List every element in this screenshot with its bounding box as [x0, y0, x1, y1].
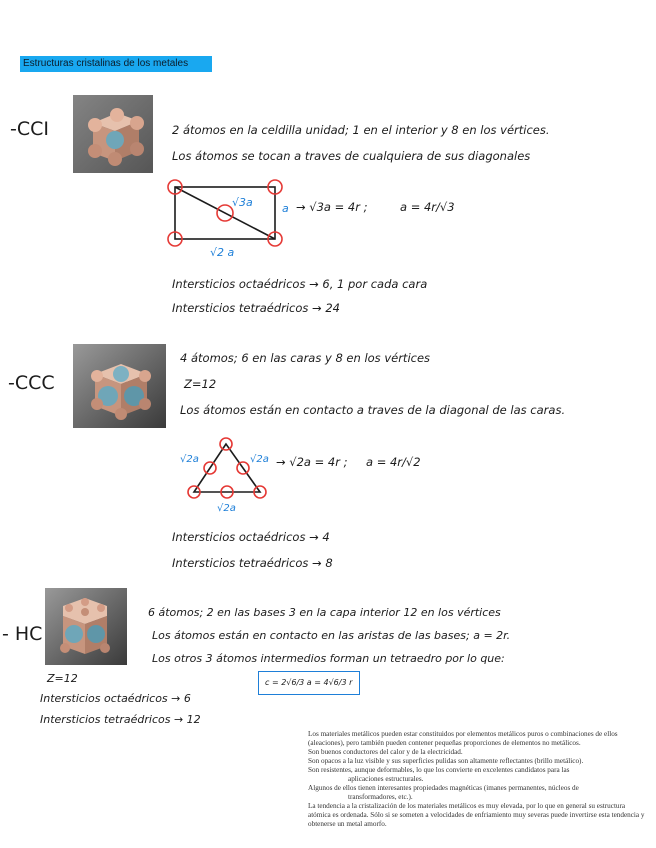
- cci-equation-a: a = 4r/√3: [400, 200, 455, 214]
- page-title: Estructuras cristalinas de los metales: [20, 56, 212, 72]
- cci-description-1: 2 átomos en la celdilla unidad; 1 en el interior y 8 en los vértices.: [172, 123, 550, 137]
- ccc-tetrahedral: Intersticios tetraédricos → 8: [172, 556, 333, 570]
- note-line: Son buenos conductores del calor y de la electricidad.: [308, 748, 463, 756]
- note-line: transformadores, etc.).: [348, 793, 413, 801]
- metal-properties-notes: [308, 730, 648, 829]
- ccc-coordination: Z=12: [184, 377, 217, 391]
- note-line: La tendencia a la cristalización de los materiales metálicos es muy elevada, por lo que en general su estructura atómica es ordenada. Sólo si se someten a velocidades de enfriamiento muy severas puede invertirse esta tendencia y obtenerse un metal amorfo.: [308, 802, 645, 828]
- cci-cube-image: [73, 95, 153, 173]
- hc-coordination: Z=12: [47, 672, 78, 685]
- cci-diagonal-diagram: [160, 175, 300, 255]
- ccc-tri-right-label: √2a: [250, 454, 269, 465]
- cci-tetrahedral: Intersticios tetraédricos → 24: [172, 301, 340, 315]
- cci-label: -CCI: [10, 118, 49, 140]
- hc-prism-image: [45, 588, 127, 665]
- hc-label: - HC: [2, 623, 43, 645]
- cci-diag-label: √3a: [232, 196, 253, 209]
- cci-side-label: a: [282, 202, 289, 215]
- cci-equation: → √3a = 4r ;: [296, 200, 368, 214]
- ccc-triangle-diagram: [180, 432, 280, 506]
- ccc-label: -CCC: [8, 372, 55, 394]
- ccc-tri-left-label: √2a: [180, 454, 199, 465]
- hc-octahedral: Intersticios octaédricos → 6: [40, 692, 191, 705]
- ccc-tri-bottom-label: √2a: [217, 503, 236, 514]
- note-line: Los materiales metálicos pueden estar constituidos por elementos metálicos puros o combinaciones de ellos (aleaciones), pero también pueden contener pequeñas proporciones de elementos no metálicos.: [308, 730, 618, 747]
- note-line: Son opacos a la luz visible y sus superficies pulidas son altamente reflectantes (brillo metálico).: [308, 757, 584, 765]
- hc-tetrahedral: Intersticios tetraédricos → 12: [40, 713, 201, 726]
- cci-bottom-label: √2 a: [210, 246, 235, 259]
- hc-description-1: 6 átomos; 2 en las bases 3 en la capa interior 12 en los vértices: [148, 606, 501, 619]
- hc-description-3: Los otros 3 átomos intermedios forman un tetraedro por lo que:: [152, 652, 505, 665]
- ccc-cube-image: [73, 344, 166, 428]
- ccc-description-1: 4 átomos; 6 en las caras y 8 en los vértices: [180, 351, 431, 365]
- ccc-equation-a: a = 4r/√2: [366, 455, 421, 469]
- cci-octahedral: Intersticios octaédricos → 6, 1 por cada cara: [172, 277, 428, 291]
- ccc-octahedral: Intersticios octaédricos → 4: [172, 530, 330, 544]
- ccc-description-3: Los átomos están en contacto a traves de la diagonal de las caras.: [180, 403, 566, 417]
- ccc-equation: → √2a = 4r ;: [276, 455, 348, 469]
- hc-description-2: Los átomos están en contacto en las aristas de las bases; a = 2r.: [152, 629, 511, 642]
- note-line: Algunos de ellos tienen interesantes propiedades magnéticas (imanes permanentes, núcleos de: [308, 784, 579, 792]
- note-line: Son resistentes, aunque deformables, lo que los convierte en excelentes candidatos para las: [308, 766, 570, 774]
- hc-formula-box: c = 2√6/3 a = 4√6/3 r: [258, 671, 360, 695]
- note-line: aplicaciones estructurales.: [348, 775, 424, 783]
- cci-description-2: Los átomos se tocan a traves de cualquiera de sus diagonales: [172, 149, 531, 163]
